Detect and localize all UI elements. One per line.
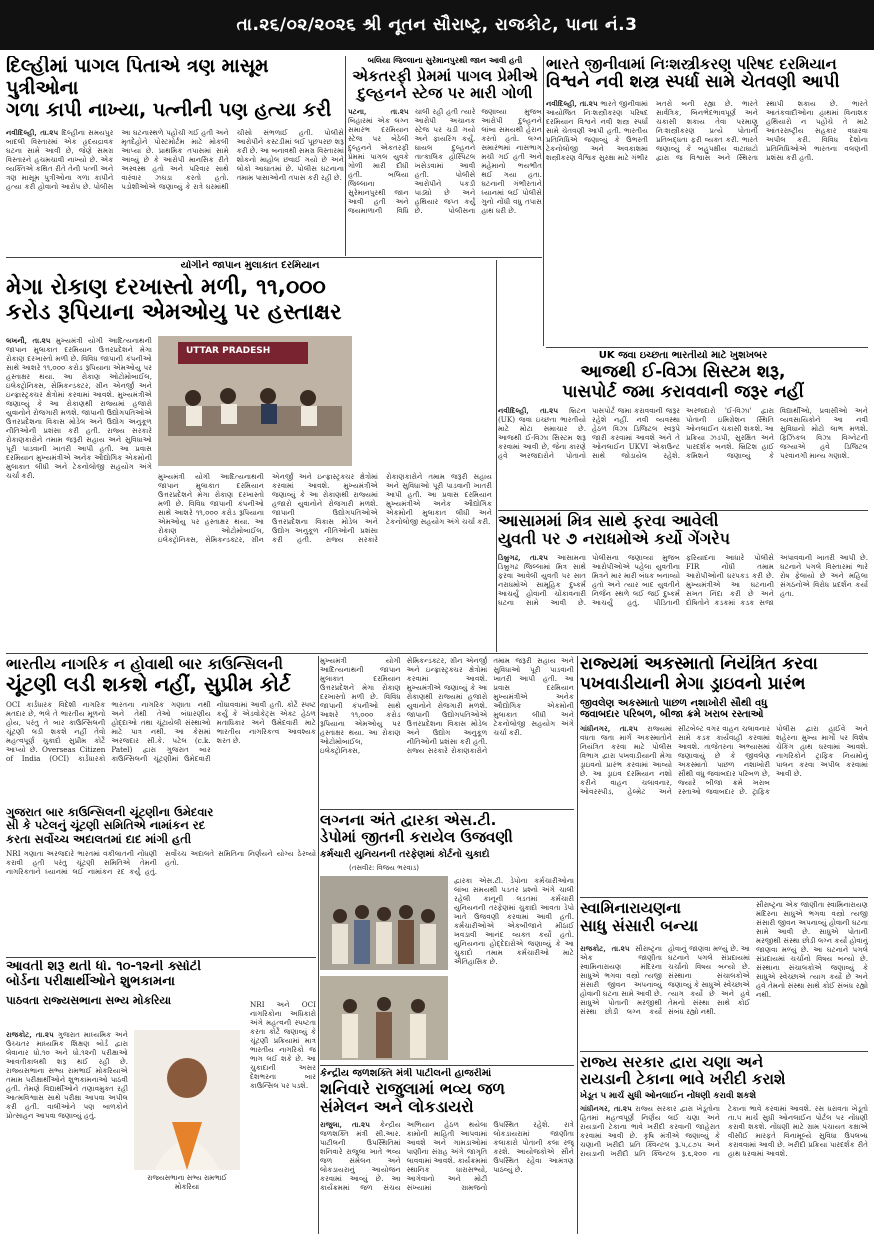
- story-dwarka-headline: [320, 812, 574, 847]
- story-uk-visa-headline-line1: આજથી ઈ-વિઝા સિસ્ટમ શરૂ,: [580, 362, 786, 382]
- story-swami-body-wrap: [580, 944, 750, 1048]
- story-rajula-headline-line3: સંમેલન અને લોકડાયરો: [320, 1096, 474, 1116]
- story-assam-headline-line1: આસામમાં મિત્ર સાથે ફરવા આવેલી: [498, 512, 719, 530]
- story-nri-note-body-wrap: [250, 1000, 316, 1230]
- section-rule: [6, 653, 868, 654]
- story-bride-headline-line2: દુલ્હનને સ્ટેજ પર મારી ગોળી: [357, 84, 533, 103]
- story-uk-visa-dateline: નવીદિલ્હી, તા.૨૫: [498, 406, 559, 416]
- story-geneva-headline-line2: વિશ્વને નવી શસ્ત્ર સ્પર્ધા સામે ચેતવણી આપી: [546, 72, 840, 93]
- header-text: તા.૨૬/૦૨/૨૦૨૬ શ્રી નૂતન સૌરાષ્ટ્ર, રાજકોટ, પાના નં.3: [236, 15, 638, 35]
- story-uk-visa-headline: [498, 363, 868, 402]
- story-rajula: [320, 1068, 574, 1234]
- story-board-sub: પાઠવતા રાજ્યસભાના સભ્ય મોકરિયા: [6, 993, 172, 1007]
- story-delhi-headline: [6, 56, 344, 122]
- story-dwarka: [320, 812, 574, 1064]
- story-board-headline: [6, 960, 246, 990]
- story-yogi-photo: [158, 336, 352, 466]
- story-uk-visa-headline-line2: પાસપોર્ટ જમા કરાવવાની જરૂર નહીં: [562, 381, 804, 402]
- story-board-dateline: રાજકોટ, તા.૨૫: [6, 1030, 54, 1039]
- story-board-headline-line2: બોર્ડના પરીક્ષાર્થીઓને શુભકામના: [6, 973, 175, 989]
- story-sc-sub-body-wrap: [6, 849, 316, 889]
- story-yogi-dateline: લખનૌ, તા.૨૫: [6, 336, 51, 345]
- story-accident-dateline: ગાંધીનગર, તા.૨૫: [580, 724, 638, 734]
- celebration-photo-illustration: [320, 876, 448, 970]
- section-rule: [546, 347, 868, 348]
- story-delhi-body: દિલ્હીના સમયપુર બાદલી વિસ્તારમાં એક હૃદયદ્રાવક ઘટના સામે આવી છે, જેણે સમગ્ર વિસ્તારને હચમચાવી નાખ્યો છે. એક વ્યક્તિએ કથિત રીતે તેની પત્ની અને ત્રણ માસૂમ પુત્રીઓના ગળા કાપીને હત્યા કરી હોવાનો આરોપ છે. પોલીસ આ ઘટનાસ્થળે પહોંચી ગઈ હતી અને મૃતદેહોને પોસ્ટમોર્ટમ માટે મોકલી આપ્યા છે. પ્રાથમિક તપાસમાં સામે આવ્યું છે કે આરોપી માનસિક રીતે અસ્વસ્થ હતો અને પરિવાર સાથે વારંવાર ઝઘડા કરતો હતો. પડોશીઓએ જણાવ્યું કે રાત્રે ઘરમાંથી ચીસો સંભળાઈ હતી. પોલીસે આરોપીને કસ્ટડીમાં લઈ પૂછપરછ શરૂ કરી છે. આ બનાવથી સમગ્ર વિસ્તારમાં શોકનો માહોલ છવાઈ ગયો છે અને લોકો આઘાતમાં છે. પોલીસ ઘટનાના તમામ પાસાઓની તપાસ કરી રહી છે.: [6, 127, 344, 191]
- story-delhi-headline-line1: દિલ્હીમાં પાગલ પિતાએ ત્રણ માસૂમ પુત્રીઓના: [6, 56, 269, 99]
- story-sc-continued-wrap: [320, 656, 574, 808]
- story-assam: [498, 512, 868, 652]
- story-rajula-headline-line2: શનિવારે રાજુલામાં ભવ્ય જળ: [320, 1078, 505, 1098]
- story-swami-headline-line1: સ્વામિનારાયણના: [580, 900, 681, 917]
- story-swami-body: સૌરાષ્ટ્રના એક જાણીતા સ્વામિનારાયણ મંદિરના સાધુએ ભગવા વસ્ત્રો ત્યજી સંસારી જીવન અપનાવ્યું હોવાની ઘટના સામે આવી છે. સાધુએ પોતાની મરજીથી સંસ્થા છોડી લગ્ન કર્યા હોવાનું જાણવા મળ્યું છે. આ ઘટનાને પગલે સંપ્રદાયમાં ચર્ચાનો વિષય બન્યો છે. સંસ્થાના સંચાલકોએ જણાવ્યું કે સાધુએ સ્વેચ્છાએ ત્યાગ કર્યો છે અને હવે તેમનો સંસ્થા સાથે કોઈ સંબંધ રહ્યો નથી.: [580, 944, 750, 1016]
- story-geneva-dateline: નવીદિલ્હી, તા.૨૫: [546, 98, 598, 108]
- story-dwarka-body: દ્વારકા એસ.ટી. ડેપોના કર્મચારીઓના લાંબા સમયથી પડતર પ્રશ્નો અંગે ચાલી રહેલી કાનૂની લડતમાં કર્મચારી યુનિયનની તરફેણમાં ચુકાદો આવતા ડેપો ખાતે ઉજવણી કરવામાં આવી હતી. કર્મચારીઓએ એકબીજાને મીઠાઈ ખવડાવી આનંદ વ્યક્ત કર્યો હતો. યુનિયનના હોદ્દેદારોએ જણાવ્યું કે આ ચુકાદો તમામ કર્મચારીઓ માટે ઐતિહાસિક છે.: [454, 876, 574, 966]
- photo-banner-text: UTTAR PRADESH: [186, 346, 271, 356]
- story-rajula-body-wrap: [320, 1120, 574, 1212]
- story-rajula-dateline: રાજુલા, તા.૨૫: [320, 1120, 370, 1130]
- section-rule: [580, 1051, 868, 1052]
- story-swami-side-wrap: [756, 900, 868, 1048]
- story-sc-continued-body: મુખ્યમંત્રી યોગી આદિત્યનાથની જાપાન મુલાકાત દરમિયાન ઉત્તરપ્રદેશને મેગા રોકાણ દરખાસ્તો મળી છે. વિવિધ જાપાની કંપનીઓ સાથે આશરે ૧૧,૦૦૦ કરોડ રૂપિયાના એમઓયુ પર હસ્તાક્ષર થયા. આ રોકાણ ઓટોમોબાઈલ, ઇલેક્ટ્રોનિક્સ, સેમિકન્ડક્ટર, ગ્રીન એનર્જી અને ઇન્ફ્રાસ્ટ્રક્ચર ક્ષેત્રોમાં કરવામાં આવશે. મુખ્યમંત્રીએ જણાવ્યું કે આ રોકાણથી રાજ્યમાં હજારો યુવાનોને રોજગારી મળશે. જાપાની ઉદ્યોગપતિઓએ ઉત્તરપ્રદેશના વિકાસ મોડેલ અને ઉદ્યોગ અનુકૂળ નીતિઓની પ્રશંસા કરી હતી. રાજ્ય સરકારે રોકાણકારોને તમામ જરૂરી સહાય અને સુવિધાઓ પૂરી પાડવાની ખાતરી આપી હતી. આ પ્રવાસ દરમિયાન મુખ્યમંત્રીએ અનેક ઔદ્યોગિક એકમોની મુલાકાત લીધી અને ટેકનોલોજી સહયોગ અંગે ચર્ચા કરી.: [320, 656, 574, 755]
- story-procurement-body: રાજ્ય સરકાર દ્વારા ખેડૂતોના હિતમાં મહત્વપૂર્ણ નિર્ણય લઈ ચણા અને રાયડાની ટેકાના ભાવે ખરીદી કરવાની જાહેરાત કરવામાં આવી છે. કૃષિ મંત્રીએ જણાવ્યું કે ચણાની ખરીદી પ્રતિ ક્વિન્ટલ રૂ.૫,૮૭૫ અને રાયડાની ખરીદી પ્રતિ ક્વિન્ટલ રૂ.૬,૨૦૦ ના ટેકાના ભાવે કરવામાં આવશે. રસ ધરાવતા ખેડૂતો તા.૫ માર્ચ સુધી ઓનલાઈન પોર્ટલ પર નોંધણી કરાવી શકશે. નોંધણી માટે ગ્રામ પંચાયત કક્ષાએ વીસીઈ મારફતે વિનામૂલ્યે સુવિધા ઉપલબ્ધ કરાવવામાં આવી છે. ખરીદી પ્રક્રિયા પારદર્શક રીતે હાથ ધરવામાં આવશે.: [580, 1103, 868, 1158]
- column-rule: [496, 260, 497, 652]
- story-board-headline-line1: આવતી શરૂ થતી ધો. ૧૦-૧૨ની ક્સોટી: [6, 960, 202, 974]
- story-swaminarayan: [580, 900, 868, 1050]
- column-rule: [318, 656, 319, 1234]
- story-board-caption: રાજ્યસભાના સભ્ય રામભાઈ મોકરિયા: [147, 1174, 227, 1191]
- story-procurement-headline-line2: રાયડાની ટેકાના ભાવે ખરીદી કરાશે: [580, 1070, 786, 1089]
- story-sc-continued: [320, 656, 574, 808]
- section-rule: [320, 1065, 574, 1066]
- section-rule: [498, 510, 868, 511]
- story-accident-drive: [580, 655, 868, 895]
- story-sc-sub-body: NRI ગણાતા અરજદારે ભારતમાં વકીલાતની નોંધણી કરાવી હતી પરંતુ ચૂંટણી સમિતિએ તેમની નાગરિકતાને ધ્યાનમાં લઈ નામાંકન રદ કર્યું હતું. સર્વોચ્ચ અદાલતે સમિતિના નિર્ણયને યોગ્ય ઠેરવ્યો હતો.: [6, 848, 316, 876]
- story-sc-body-wrap: [6, 700, 316, 802]
- story-dwarka-headline-line1: લગ્નના અંતે દ્વારકા એસ.ટી.: [320, 812, 497, 829]
- story-delhi: [6, 56, 344, 256]
- story-yogi-body-wrap: [6, 336, 152, 648]
- story-bride-dateline: પટના, તા.૨૫: [348, 106, 409, 116]
- story-geneva-headline-line1: ભારતે જીનીવામાં નિઃશસ્ત્રીકરણ પરિષદ દરમિયાન: [546, 56, 837, 73]
- story-sc-headline-line1: ભારતીય નાગરિક ન હોવાથી બાર કાઉન્સિલની: [6, 656, 283, 673]
- story-accident-headline: [580, 655, 868, 694]
- story-assam-body-wrap: [498, 553, 868, 651]
- story-sc-headline: [6, 656, 316, 696]
- story-uk-visa: [498, 350, 868, 510]
- story-swami-headline-line2: સાધુ સંસારી બન્યા: [580, 916, 699, 936]
- story-procurement-sub: ખેડૂત ૫ માર્ચ સુધી ઓનલાઈન નોંધણી કરાવી શકશે: [580, 1090, 757, 1101]
- story-uk-visa-kicker: UK જવા ઇચ્છતા ભારતીયો માટે ખુશખબર: [598, 350, 768, 361]
- column-rule: [577, 656, 578, 1234]
- story-procurement: [580, 1054, 868, 1234]
- story-sc-headline-line2: ચૂંટણી લડી શકશે નહીં, સુપ્રીમ કોર્ટ: [6, 672, 291, 697]
- group-photo-illustration: [320, 976, 448, 1060]
- story-bride-headline: [348, 68, 542, 103]
- story-sc-body: OCI કાર્ડધારક વિદેશી નાગરિક મતદાર છે, ભલે તે ભારતીય મૂળનો હોય, પરંતુ તે બાર કાઉન્સિલની ચૂંટણી લડી શકશે નહીં તેવો મહત્વપૂર્ણ ચુકાદો સુપ્રીમ કોર્ટે આપ્યો છે. Overseas Citizen of India (OCI) કાર્ડધારકો ભારતના નાગરિક ગણાતા નથી અને તેથી તેઓ બંધારણીય હોદ્દાઓ તથા ચૂંટાયેલી સંસ્થાઓ માટે પાત્ર નથી. આ કેસમાં અરજદાર સી.કે. પટેલ (c.k. Patel) દ્વારા ગુજરાત બાર કાઉન્સિલની ચૂંટણીમાં ઉમેદવારી નોંધાવવામાં આવી હતી. કોર્ટે સ્પષ્ટ કર્યું કે એડવોકેટ્સ એક્ટ હેઠળ મતાધિકાર અને ઉમેદવારી માટે ભારતીય નાગરિકત્વ આવશ્યક શરત છે.: [6, 700, 316, 764]
- story-bride-body: બિહારમાં એક લગ્ન સમારંભ દરમિયાન સ્ટેજ પર બેઠેલી દુલ્હનને એકતરફી પ્રેમમાં પાગલ યુવકે ગોળી મારી દીધી હતી. બલિયા જિલ્લાના સુરેમાનપુરથી જાન આવી હતી અને જયમાળાની વિધિ ચાલી રહી હતી ત્યારે આરોપી અચાનક સ્ટેજ પર ચડી ગયો અને ફાયરિંગ કર્યું. ઘાયલ દુલ્હનને તાત્કાલિક હોસ્પિટલ ખસેડવામાં આવી હતી. પોલીસે આરોપીને પકડી પાડ્યો છે અને હથિયાર જપ્ત કર્યું છે. પોલીસના જણાવ્યા મુજબ આરોપી દુલ્હનને લાંબા સમયથી હેરાન કરતો હતો. લગ્ન સમારંભમાં નાસભાગ મચી ગઈ હતી અને મહેમાનો ભયભીત થઈ ગયા હતા. ઘટનાની ગંભીરતાને ધ્યાનમાં લઈ પોલીસે ગુનો નોંધી વધુ તપાસ હાથ ધરી છે.: [348, 106, 542, 215]
- story-yogi-headline-line2: કરોડ રૂપિયાના એમઓયુ પર હસ્તાક્ષર: [6, 300, 342, 326]
- story-nri-note: [250, 1000, 316, 1230]
- story-geneva-body-wrap: [546, 99, 868, 337]
- story-swami-dateline: રાજકોટ, તા.૨૫: [580, 944, 630, 953]
- story-yogi: [6, 260, 494, 652]
- page-header: [0, 0, 874, 50]
- story-delhi-headline-line2: ગળા કાપી નાખ્યા, પત્નીની પણ હત્યા કરી: [6, 98, 332, 121]
- story-bride-kicker: બલિયા જિલ્લાના સુરેમાનપુરથી જાન આવી હતી: [367, 56, 523, 65]
- story-yogi-kicker: યોગીને જાપાન મુલાકાત દરમિયાન: [180, 260, 320, 271]
- story-geneva: [546, 56, 868, 346]
- column-rule: [345, 56, 346, 256]
- story-dwarka-sub: કર્મચારી યુનિયનની તરફેણમાં કોર્ટનો ચુકાદો: [320, 848, 490, 860]
- story-assam-body: આસામના ડિબ્રુગઢ જિલ્લામાં મિત્ર સાથે ફરવા આવેલી યુવતી પર સાત નરાધમોએ સામૂહિક દુષ્કર્મ આચર્યું હોવાની ચોંકાવનારી ઘટના સામે આવી છે. પોલીસના જણાવ્યા મુજબ આરોપીઓએ પહેલા યુવતીના મિત્રને માર મારી બંધક બનાવ્યો હતો અને ત્યાર બાદ યુવતીને નિર્જન સ્થળે લઈ જઈ દુષ્કર્મ આચર્યું હતું. પીડિતાની ફરિયાદના આધારે પોલીસે FIR નોંધી તમામ આરોપીઓની ધરપકડ કરી છે. મુખ્યમંત્રીએ આ ઘટનાની સખત નિંદા કરી છે અને દોષિતોને કડકમાં કડક સજા અપાવવાની ખાતરી આપી છે. ઘટનાને પગલે વિસ્તારમાં ભારે રોષ ફેલાયો છે અને મહિલા સંગઠનોએ વિરોધ પ્રદર્શન કર્યા હતા.: [498, 552, 868, 607]
- story-bride: [348, 56, 542, 256]
- story-procurement-headline-line1: રાજ્ય સરકાર દ્વારા ચણા અને: [580, 1054, 764, 1071]
- story-dwarka-photo: [320, 876, 448, 970]
- column-rule: [543, 56, 544, 346]
- story-assam-headline-line2: યુવતી પર ૭ નરાધમોએ કર્યો ગેંગરેપ: [498, 529, 731, 549]
- story-accident-sub2: જવાબદાર પરિબળ, બીજા ક્રમે ખરાબ રસ્તાઓ: [580, 709, 764, 721]
- section-rule: [320, 809, 574, 810]
- section-rule: [6, 957, 316, 958]
- story-assam-headline: [498, 512, 868, 549]
- story-dwarka-caption: (તસવીર: વિજય ભરવાડ): [349, 864, 419, 872]
- story-yogi-body-wrap2: [158, 472, 492, 648]
- story-delhi-dateline: નવીદિલ્હી, તા.૨૫: [6, 127, 59, 137]
- story-sc-subheadline-line2: સી કે પટેલનું ચૂંટણી સમિતિએ નામાંકન રદ: [6, 818, 206, 833]
- story-bride-body-wrap: [348, 107, 542, 247]
- story-board-body-wrap: [6, 1030, 128, 1230]
- story-assam-dateline: ડિબ્રુગઢ, તા.૨૫: [498, 552, 548, 562]
- story-uk-visa-body-wrap: [498, 406, 868, 508]
- story-board-photo: [134, 1030, 240, 1170]
- story-rajula-headline: [320, 1068, 574, 1116]
- story-board-exams: [6, 960, 246, 1234]
- portrait-illustration: [134, 1030, 240, 1170]
- story-rajula-headline-line1: કેન્દ્રીય જળશક્તિ મંત્રી પાટીલની હાજરીમાં: [320, 1068, 492, 1079]
- story-yogi-headline-line1: મેગા રોકાણ દરખાસ્તો મળી, ૧૧,૦૦૦: [6, 275, 326, 300]
- story-yogi-body: મુખ્યમંત્રી યોગી આદિત્યનાથની જાપાન મુલાકાત દરમિયાન ઉત્તરપ્રદેશને મેગા રોકાણ દરખાસ્તો મળી છે. વિવિધ જાપાની કંપનીઓ સાથે આશરે ૧૧,૦૦૦ કરોડ રૂપિયાના એમઓયુ પર હસ્તાક્ષર થયા. આ રોકાણ ઓટોમોબાઈલ, ઇલેક્ટ્રોનિક્સ, સેમિકન્ડક્ટર, ગ્રીન એનર્જી અને ઇન્ફ્રાસ્ટ્રક્ચર ક્ષેત્રોમાં કરવામાં આવશે. મુખ્યમંત્રીએ જણાવ્યું કે આ રોકાણથી રાજ્યમાં હજારો યુવાનોને રોજગારી મળશે. જાપાની ઉદ્યોગપતિઓએ ઉત્તરપ્રદેશના વિકાસ મોડેલ અને ઉદ્યોગ અનુકૂળ નીતિઓની પ્રશંસા કરી હતી. રાજ્ય સરકારે રોકાણકારોને તમામ જરૂરી સહાય અને સુવિધાઓ પૂરી પાડવાની ખાતરી આપી હતી. આ પ્રવાસ દરમિયાન મુખ્યમંત્રીએ અનેક ઔદ્યોગિક એકમોની મુલાકાત લીધી અને ટેકનોલોજી સહયોગ અંગે ચર્ચા કરી.: [6, 336, 152, 480]
- story-accident-body: રાજ્યમાં વધતા જતા માર્ગ અકસ્માતોને નિયંત્રિત કરવા માટે પોલીસ વિભાગ દ્વારા પખવાડીયાની મેગા ડ્રાઇવનો પ્રારંભ કરવામાં આવ્યો છે. આ ડ્રાઇવ દરમિયાન નશો કરીને વાહન ચલાવનાર, ઓવરસ્પીડ, હેલ્મેટ અને સીટબેલ્ટ વગર વાહન ચલાવનાર સામે કડક કાર્યવાહી કરવામાં આવશે. તાજેતરના અભ્યાસમાં જણાવાયું છે કે જીવલેણ અકસ્માતો પાછળ નશાખોરી સૌથી વધુ જવાબદાર પરિબળ છે, જ્યારે બીજા ક્રમે ખરાબ રસ્તાઓ જવાબદાર છે. ટ્રાફિક પોલીસ દ્વારા હાઈવે અને શહેરના મુખ્ય માર્ગો પર વિશેષ ચેકિંગ હાથ ધરવામાં આવશે. નાગરિકોને ટ્રાફિક નિયમોનું પાલન કરવા અપીલ કરવામાં આવી છે.: [580, 724, 868, 797]
- story-uk-visa-body: બ્રિટન (UK) જવા ઇચ્છતા ભારતીયો માટે મોટા સમાચાર છે. આજથી ઈ-વિઝા સિસ્ટમ શરૂ કરવામાં આવી છે, જેના કારણે હવે અરજદારોને પોતાનો પાસપોર્ટ જમા કરાવવાની જરૂર રહેશે નહીં. નવી વ્યવસ્થા હેઠળ વિઝા ડિજિટલ સ્વરૂપે જારી કરવામાં આવશે અને તે ઓનલાઈન UKVI એકાઉન્ટ સાથે જોડાયેલ રહેશે. અરજદારો 'ઈ-વિઝા' દ્વારા પોતાની ઇમિગ્રેશન સ્થિતિ ઓનલાઈન ચકાસી શકશે. આ પ્રક્રિયા ઝડપી, સુરક્ષિત અને પારદર્શક બનશે. બ્રિટિશ હાઈ કમિશને જણાવ્યું કે વિદ્યાર્થીઓ, પ્રવાસીઓ અને વ્યવસાયિકોને આ નવી સુવિધાનો મોટો લાભ મળશે. ફિઝિકલ વિઝા વિગ્નેટની જગ્યાએ હવે ડિજિટલ પરવાનગી માન્ય ગણાશે.: [498, 406, 868, 461]
- section-rule: [6, 257, 542, 258]
- story-yogi-body-continued: મુખ્યમંત્રી યોગી આદિત્યનાથની જાપાન મુલાકાત દરમિયાન ઉત્તરપ્રદેશને મેગા રોકાણ દરખાસ્તો મળી છે. વિવિધ જાપાની કંપનીઓ સાથે આશરે ૧૧,૦૦૦ કરોડ રૂપિયાના એમઓયુ પર હસ્તાક્ષર થયા. આ રોકાણ ઓટોમોબાઈલ, ઇલેક્ટ્રોનિક્સ, સેમિકન્ડક્ટર, ગ્રીન એનર્જી અને ઇન્ફ્રાસ્ટ્રક્ચર ક્ષેત્રોમાં કરવામાં આવશે. મુખ્યમંત્રીએ જણાવ્યું કે આ રોકાણથી રાજ્યમાં હજારો યુવાનોને રોજગારી મળશે. જાપાની ઉદ્યોગપતિઓએ ઉત્તરપ્રદેશના વિકાસ મોડેલ અને ઉદ્યોગ અનુકૂળ નીતિઓની પ્રશંસા કરી હતી. રાજ્ય સરકારે રોકાણકારોને તમામ જરૂરી સહાય અને સુવિધાઓ પૂરી પાડવાની ખાતરી આપી હતી. આ પ્રવાસ દરમિયાન મુખ્યમંત્રીએ અનેક ઔદ્યોગિક એકમોની મુલાકાત લીધી અને ટેકનોલોજી સહયોગ અંગે ચર્ચા કરી.: [158, 472, 492, 544]
- story-bride-headline-line1: એકતરફી પ્રેમમાં પાગલ પ્રેમીએ: [352, 67, 538, 85]
- story-sc-subheadline-line1: ગુજરાત બાર કાઉન્સિલની ચૂંટણીના ઉમેદવાર: [6, 805, 214, 820]
- story-procurement-body-wrap: [580, 1104, 868, 1216]
- story-dwarka-body-wrap: [454, 876, 574, 1060]
- story-nri-note-body: NRI અને OCI નાગરિકોના અધિકારો અંગે મહત્વની સ્પષ્ટતા કરતા કોર્ટે જણાવ્યું કે ચૂંટણી પ્રક્રિયામાં માત્ર ભારતીય નાગરિકો જ ભાગ લઈ શકે છે. આ ચુકાદાની અસર દેશભરના બાર કાઉન્સિલ પર પડશે.: [250, 1000, 316, 1090]
- story-supreme-court: [6, 656, 316, 954]
- section-rule: [580, 897, 868, 898]
- story-dwarka-headline-line2: ડેપોમાં જીતની કરાયેલ ઉજવણી: [320, 828, 513, 847]
- story-sc-subheadline-line3: કરતા સર્વોચ્ચ અદાલતમાં દાદ માંગી હતી: [6, 831, 192, 846]
- story-dwarka-photo2: [320, 976, 448, 1060]
- story-procurement-dateline: ગાંધીનગર, તા.૨૫: [580, 1103, 632, 1113]
- story-yogi-headline: [6, 275, 494, 326]
- story-accident-sub1: જીવલેણ અકસ્માતો પાછળ નશાખોરી સૌથી વધુ: [580, 698, 768, 710]
- story-swami-headline: [580, 900, 750, 936]
- story-procurement-headline: [580, 1054, 868, 1089]
- story-delhi-body-wrap: [6, 128, 344, 256]
- story-accident-headline-line1: રાજ્યમાં અકસ્માતો નિયંત્રિત કરવા: [580, 655, 818, 674]
- story-geneva-headline: [546, 56, 868, 93]
- story-accident-headline-line2: પખવાડીયાની મેગા ડ્રાઇવનો પ્રારંભ: [580, 673, 806, 694]
- story-rajula-body: કેન્દ્રીય જળશક્તિ મંત્રી સી.આર. પાટીલની ઉપસ્થિતિમાં શનિવારે રાજુલા ખાતે ભવ્ય જળ સંમેલન અને લોકડાયરાનું આયોજન કરવામાં આવ્યું છે. આ કાર્યક્રમમાં જળ સંચય અભિયાન હેઠળ થયેલા કામોની માહિતી આપવામાં આવશે અને ગામડાઓમાં પાણીના સંગ્રહ અંગે જાગૃતિ લાવવામાં આવશે. કાર્યક્રમમાં સ્થાનિક ધારાસભ્યો, આગેવાનો અને મોટી સંખ્યામાં ગ્રામજનો ઉપસ્થિત રહેશે. રાત્રે લોકડાયરામાં જાણીતા કલાકારો પોતાની કલા રજૂ કરશે. આયોજકોએ સૌને ઉપસ્થિત રહેવા આમંત્રણ પાઠવ્યું છે.: [320, 1120, 574, 1193]
- story-sc-subheadline: [6, 806, 316, 846]
- story-swami-body-continued: સૌરાષ્ટ્રના એક જાણીતા સ્વામિનારાયણ મંદિરના સાધુએ ભગવા વસ્ત્રો ત્યજી સંસારી જીવન અપનાવ્યું હોવાની ઘટના સામે આવી છે. સાધુએ પોતાની મરજીથી સંસ્થા છોડી લગ્ન કર્યા હોવાનું જાણવા મળ્યું છે. આ ઘટનાને પગલે સંપ્રદાયમાં ચર્ચાનો વિષય બન્યો છે. સંસ્થાના સંચાલકોએ જણાવ્યું કે સાધુએ સ્વેચ્છાએ ત્યાગ કર્યો છે અને હવે તેમનો સંસ્થા સાથે કોઈ સંબંધ રહ્યો નથી.: [756, 900, 868, 999]
- story-accident-body-wrap: [580, 724, 868, 872]
- story-board-body: ગુજરાત માધ્યમિક અને ઉચ્ચતર માધ્યમિક શિક્ષણ બોર્ડ દ્વારા લેવાનાર ધો.૧૦ અને ધો.૧૨ની પરીક્ષાઓ આવતીકાલથી શરૂ થઈ રહી છે. રાજ્યસભાના સભ્ય રામભાઈ મોકરિયાએ તમામ પરીક્ષાર્થીઓને શુભકામનાઓ પાઠવી હતી. તેમણે વિદ્યાર્થીઓને તણાવમુક્ત રહી આત્મવિશ્વાસ સાથે પરીક્ષા આપવા અપીલ કરી હતી. વાલીઓને પણ બાળકોને પ્રોત્સાહન આપવા જણાવ્યું હતું.: [6, 1030, 128, 1120]
- story-geneva-body: ભારતે જીનીવામાં આયોજિત નિઃશસ્ત્રીકરણ પરિષદ દરમિયાન વિશ્વને નવી શસ્ત્ર સ્પર્ધા સામે ચેતવણી આપી હતી. ભારતીય પ્રતિનિધિએ જણાવ્યું કે ઉભરતી ટેકનોલોજી અને અવકાશમાં શસ્ત્રીકરણ વૈશ્વિક સુરક્ષા માટે ગંભીર ખતરો બની રહ્યા છે. ભારતે સાર્વત્રિક, બિનભેદભાવપૂર્ણ અને ચકાસી શકાય તેવા પરમાણુ નિઃશસ્ત્રીકરણ પ્રત્યે પોતાની પ્રતિબદ્ધતા ફરી વ્યક્ત કરી. ભારતે જણાવ્યું કે બહુપક્ષીય વાટાઘાટો દ્વારા જ વિશ્વાસ અને સ્થિરતા સ્થાપી શકાય છે. ભારતે આતંકવાદીઓના હાથમાં વિનાશક હથિયારો ન પહોંચે તે માટે આંતરરાષ્ટ્રીય સહકાર વધારવા અપીલ કરી. વિવિધ દેશોના પ્રતિનિધિઓએ ભારતના વલણની પ્રશંસા કરી હતી.: [546, 98, 868, 162]
